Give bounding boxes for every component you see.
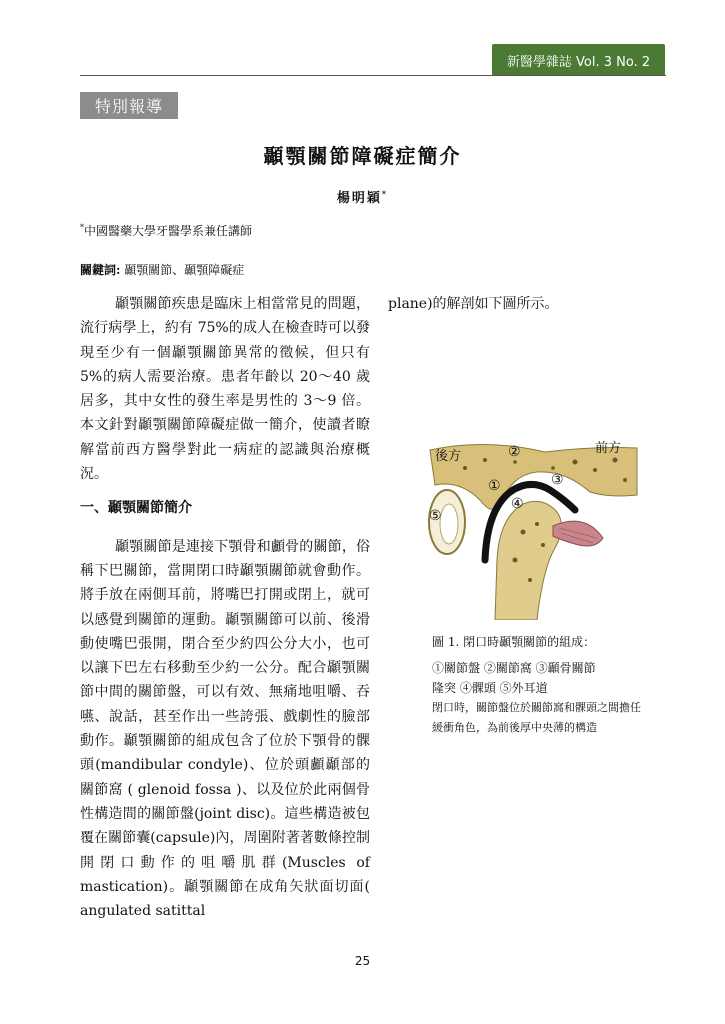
- label-posterior: 後方: [435, 449, 462, 464]
- right-column-continuation: plane)的解剖如下圖所示。: [388, 296, 559, 312]
- journal-badge: 新醫學雜誌 Vol. 3 No. 2: [492, 44, 665, 76]
- caption-description: 閉口時，關節盤位於關節窩和髁頭之間擔任緩衝角色，為前後厚中央薄的構造: [432, 701, 641, 734]
- keywords-text: 顳顎關節、顳顎障礙症: [124, 263, 245, 277]
- figure-caption: [432, 632, 647, 738]
- caption-legend-line1: ①關節盤 ②關節窩 ③顳骨關節: [432, 661, 596, 675]
- marker-1: ①: [488, 478, 501, 494]
- marker-4: ④: [511, 496, 524, 512]
- author-name: 楊明穎: [336, 191, 382, 206]
- tmj-anatomy-figure: [425, 440, 643, 620]
- affiliation-mark: *: [80, 223, 84, 232]
- section-tag: 特別報導: [80, 92, 178, 119]
- caption-legend-line2: 隆突 ④髁頭 ⑤外耳道: [432, 681, 548, 695]
- page-number: 25: [354, 954, 371, 968]
- affiliation: [80, 222, 252, 239]
- keywords: [80, 261, 244, 278]
- article-title: 顳顎關節障礙症簡介: [263, 144, 462, 168]
- left-column: [80, 292, 370, 923]
- marker-2: ②: [508, 444, 521, 460]
- marker-5: ⑤: [429, 508, 442, 524]
- label-anterior: 前方: [595, 441, 622, 456]
- intro-paragraph: 顳顎關節疾患是臨床上相當常見的問題，流行病學上，約有 75%的成人在檢查時可以發現至少有一個顳顎關節異常的徵候，但只有 5%的病人需要治療。患者年齡以 20～40 歲居多，其中女性的發生率是男性的 3～9 倍。本文針對顳顎關節障礙症做一簡介，使讀者瞭解當前西方醫學對此一病症的認識與治療概況。: [80, 296, 370, 483]
- header-divider: [80, 75, 666, 76]
- section1-paragraph: 顳顎關節是連接下顎骨和顱骨的關節，俗稱下巴關節，當開閉口時顳顎關節就會動作。將手放在兩側耳前，將嘴巴打開或閉上，就可以感覺到關節的運動。顳顎關節可以前、後滑動使嘴巴張開，閉合至少約四公分大小，也可以讓下巴左右移動至少約一公分。配合顳顎關節中間的關節盤，可以有效、無痛地咀嚼、吞嚥、說話，甚至作出一些誇張、戲劇性的臉部動作。顳顎關節的組成包含了位於下顎骨的髁頭(mandibular condyle)、位於頭顱顳部的關節窩 ( glenoid fossa )、以及位於此兩個骨性構造間的關節盤(joint disc)。這些構造被包覆在關節囊(capsule)內，周圍附著著數條控制開閉口動作的咀嚼肌群(Muscles of mastication)。顳顎關節在成角矢狀面切面( angulated satittal: [80, 538, 370, 920]
- caption-title: 圖 1. 閉口時顳顎關節的組成：: [432, 635, 596, 649]
- keywords-label: 關鍵詞:: [80, 263, 121, 277]
- author-mark: *: [381, 188, 389, 199]
- section-heading: 一、顳顎關節簡介: [80, 500, 192, 517]
- marker-3: ③: [551, 472, 564, 488]
- article-author: [0, 187, 725, 206]
- affiliation-text: 中國醫藥大學牙醫學系兼任講師: [84, 224, 253, 238]
